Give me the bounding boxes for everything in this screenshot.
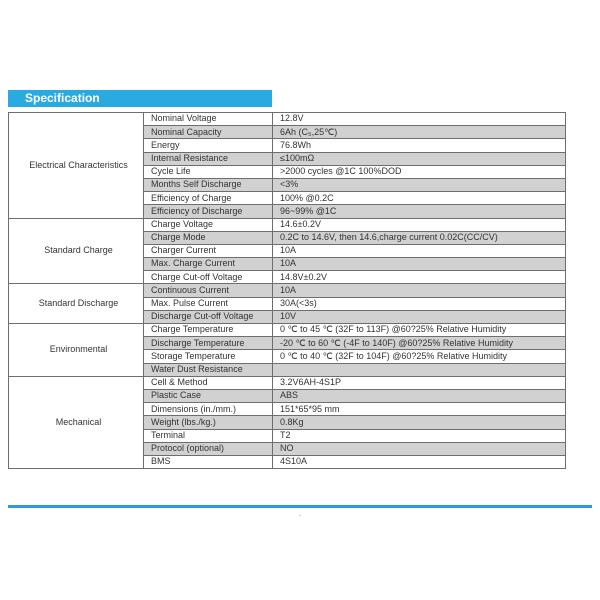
parameter-cell: Efficiency of Charge — [144, 192, 273, 205]
table-row — [9, 218, 566, 231]
value-cell: 4S10A — [273, 455, 566, 468]
parameter-cell: Terminal — [144, 429, 273, 442]
value-cell: 14.6±0.2V — [273, 218, 566, 231]
parameter-cell: Water Dust Resistance — [144, 363, 273, 376]
footer-rule — [8, 505, 592, 508]
value-cell: 14.8V±0.2V — [273, 271, 566, 284]
parameter-cell: Charge Temperature — [144, 324, 273, 337]
value-cell: >2000 cycles @1C 100%DOD — [273, 165, 566, 178]
category-cell: Standard Charge — [9, 218, 144, 284]
parameter-cell: Discharge Cut-off Voltage — [144, 310, 273, 323]
specification-table — [8, 112, 566, 469]
section-header-bar — [8, 90, 272, 107]
table-row — [9, 284, 566, 297]
parameter-cell: Charge Mode — [144, 231, 273, 244]
parameter-cell: Charge Voltage — [144, 218, 273, 231]
value-cell: 100% @0.2C — [273, 192, 566, 205]
value-cell: 12.8V — [273, 113, 566, 126]
value-cell — [273, 363, 566, 376]
value-cell: NO — [273, 442, 566, 455]
table-row — [9, 113, 566, 126]
parameter-cell: Charger Current — [144, 244, 273, 257]
category-cell: Environmental — [9, 324, 144, 377]
parameter-cell: Weight (lbs./kg.) — [144, 416, 273, 429]
parameter-cell: Cycle Life — [144, 165, 273, 178]
parameter-cell: Months Self Discharge — [144, 178, 273, 191]
parameter-cell: Efficiency of Discharge — [144, 205, 273, 218]
parameter-cell: Protocol (optional) — [144, 442, 273, 455]
parameter-cell: Charge Cut-off Voltage — [144, 271, 273, 284]
parameter-cell: Internal Resistance — [144, 152, 273, 165]
table-row — [9, 324, 566, 337]
parameter-cell: Max. Charge Current — [144, 258, 273, 271]
value-cell: 3.2V6AH-4S1P — [273, 376, 566, 389]
parameter-cell: Discharge Temperature — [144, 337, 273, 350]
category-cell: Standard Discharge — [9, 284, 144, 324]
parameter-cell: Max. Pulse Current — [144, 297, 273, 310]
value-cell: 76.8Wh — [273, 139, 566, 152]
parameter-cell: Continuous Current — [144, 284, 273, 297]
parameter-cell: BMS — [144, 455, 273, 468]
value-cell: 151*65*95 mm — [273, 403, 566, 416]
value-cell: T2 — [273, 429, 566, 442]
value-cell: 0 ℃ to 40 ℃ (32F to 104F) @60?25% Relative Humidity — [273, 350, 566, 363]
parameter-cell: Nominal Voltage — [144, 113, 273, 126]
value-cell: -20 ℃ to 60 ℃ (-4F to 140F) @60?25% Relative Humidity — [273, 337, 566, 350]
parameter-cell: Cell & Method — [144, 376, 273, 389]
category-cell: Electrical Characteristics — [9, 113, 144, 219]
value-cell: 0 ℃ to 45 ℃ (32F to 113F) @60?25% Relative Humidity — [273, 324, 566, 337]
spec-table-body — [9, 113, 566, 469]
parameter-cell: Storage Temperature — [144, 350, 273, 363]
table-row — [9, 376, 566, 389]
value-cell: 0.8Kg — [273, 416, 566, 429]
value-cell: ABS — [273, 389, 566, 402]
value-cell: 6Ah (C₅,25℃) — [273, 126, 566, 139]
value-cell: 10A — [273, 258, 566, 271]
value-cell: 10V — [273, 310, 566, 323]
parameter-cell: Plastic Case — [144, 389, 273, 402]
parameter-cell: Nominal Capacity — [144, 126, 273, 139]
value-cell: 96~99% @1C — [273, 205, 566, 218]
value-cell: 30A(<3s) — [273, 297, 566, 310]
value-cell: 10A — [273, 284, 566, 297]
page-number-mark: - — [298, 513, 302, 520]
category-cell: Mechanical — [9, 376, 144, 468]
value-cell: ≤100mΩ — [273, 152, 566, 165]
parameter-cell: Energy — [144, 139, 273, 152]
page-title: Specification — [25, 91, 100, 105]
value-cell: 0.2C to 14.6V, then 14.6,charge current 0.02C(CC/CV) — [273, 231, 566, 244]
parameter-cell: Dimensions (in./mm.) — [144, 403, 273, 416]
value-cell: 10A — [273, 244, 566, 257]
value-cell: <3% — [273, 178, 566, 191]
